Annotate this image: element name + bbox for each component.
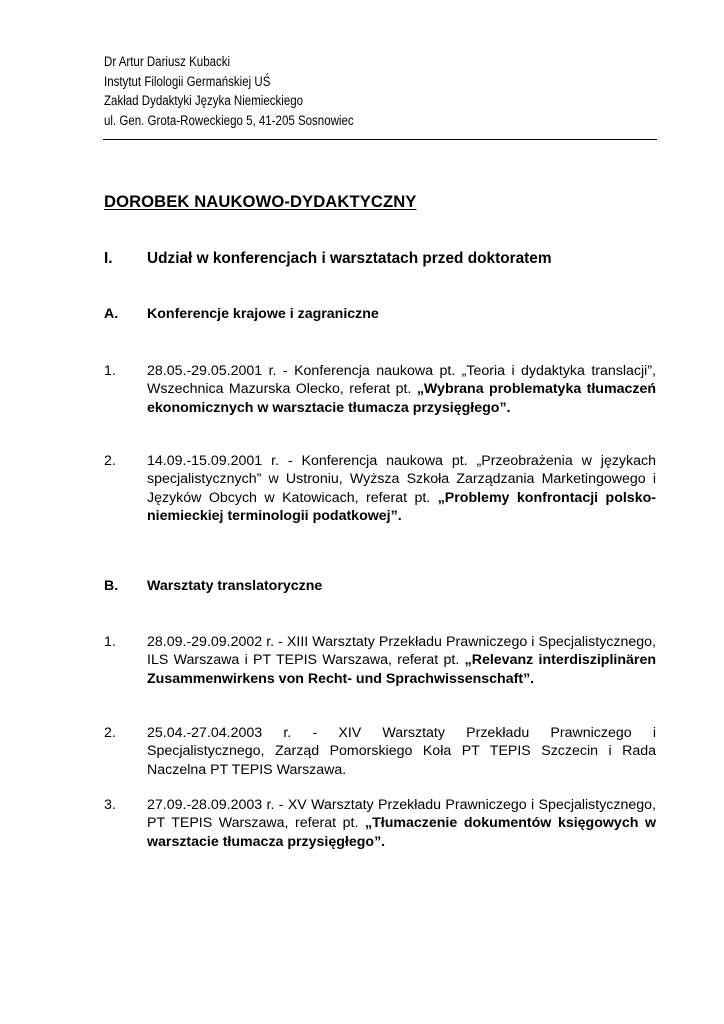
document-title: DOROBEK NAUKOWO-DYDAKTYCZNY xyxy=(104,192,417,211)
list-item-plain-text: 14.09.-15.09.2001 r. - Konferencja naukowa pt. „Przeobrażenia w językach specjalistycznych” w Ustroniu, Wyższa Szkoła Zarządzania Marketingowego i Języków Obcych w Katowicach, referat pt. xyxy=(147,453,656,506)
list-item-bold-title: „Relevanz interdisziplinären Zusammenwirkens von Recht- und Sprachwissenschaft”. xyxy=(147,652,656,687)
list-item-bold-title: „Problemy konfrontacji polsko-niemieckiej terminologii podatkowej”. xyxy=(147,489,656,524)
list-item-bold-title: „Wybrana problematyka tłumaczeń ekonomicznych w warsztacie tłumacza przysięgłego”. xyxy=(147,381,656,416)
list-item-text xyxy=(147,796,656,851)
subsection-label: Konferencje krajowe i zagraniczne xyxy=(147,306,379,322)
list-item-text xyxy=(147,724,656,779)
list-item-number: 1. xyxy=(104,363,116,379)
list-item-text xyxy=(147,452,656,525)
author-address-block xyxy=(104,52,579,130)
subsection-label: Warsztaty translatoryczne xyxy=(147,578,323,594)
list-item-plain-text: 28.09.-29.09.2002 r. - XIII Warsztaty Przekładu Prawniczego i Specjalistycznego, ILS Warszawa i PT TEPIS Warszawa, referat pt. xyxy=(147,634,656,669)
department-name: Zakład Dydaktyki Języka Niemieckiego xyxy=(104,93,304,108)
street-address: ul. Gen. Grota-Roweckiego 5, 41-205 Sosnowiec xyxy=(104,112,354,128)
list-item-number: 1. xyxy=(104,634,116,650)
subsection-number: A. xyxy=(104,306,119,322)
list-item-number: 2. xyxy=(104,725,116,741)
list-item-number: 2. xyxy=(104,453,116,469)
list-item-plain-text: 25.04.-27.04.2003 r. - XIV Warsztaty Przekładu Prawniczego i Specjalistycznego, Zarząd Pomorskiego Koła PT TEPIS Szczecin i Rada Naczelna PT TEPIS Warszawa. xyxy=(147,725,656,778)
list-item-text xyxy=(147,362,656,417)
section-label: Udział w konferencjach i warsztatach przed doktoratem xyxy=(147,250,552,267)
list-item-plain-text: 28.05.-29.05.2001 r. - Konferencja naukowa pt. „Teoria i dydaktyka translacji”, Wszechnica Mazurska Olecko, referat pt. xyxy=(147,363,656,398)
list-item-bold-title: „Tłumaczenie dokumentów księgowych w warsztacie tłumacza przysięgłego”. xyxy=(147,815,657,850)
institute-name: Instytut Filologii Germańskiej UŚ xyxy=(104,73,271,89)
list-item-plain-text: 27.09.-28.09.2003 r. - XV Warsztaty Przekładu Prawniczego i Specjalistycznego, PT TEPIS Warszawa, referat pt. xyxy=(147,797,656,832)
list-item-text xyxy=(147,633,656,688)
list-item-number: 3. xyxy=(104,797,116,813)
author-name: Dr Artur Dariusz Kubacki xyxy=(104,54,231,69)
subsection-number: B. xyxy=(104,578,119,594)
header-divider xyxy=(103,139,657,140)
section-number: I. xyxy=(104,250,113,267)
